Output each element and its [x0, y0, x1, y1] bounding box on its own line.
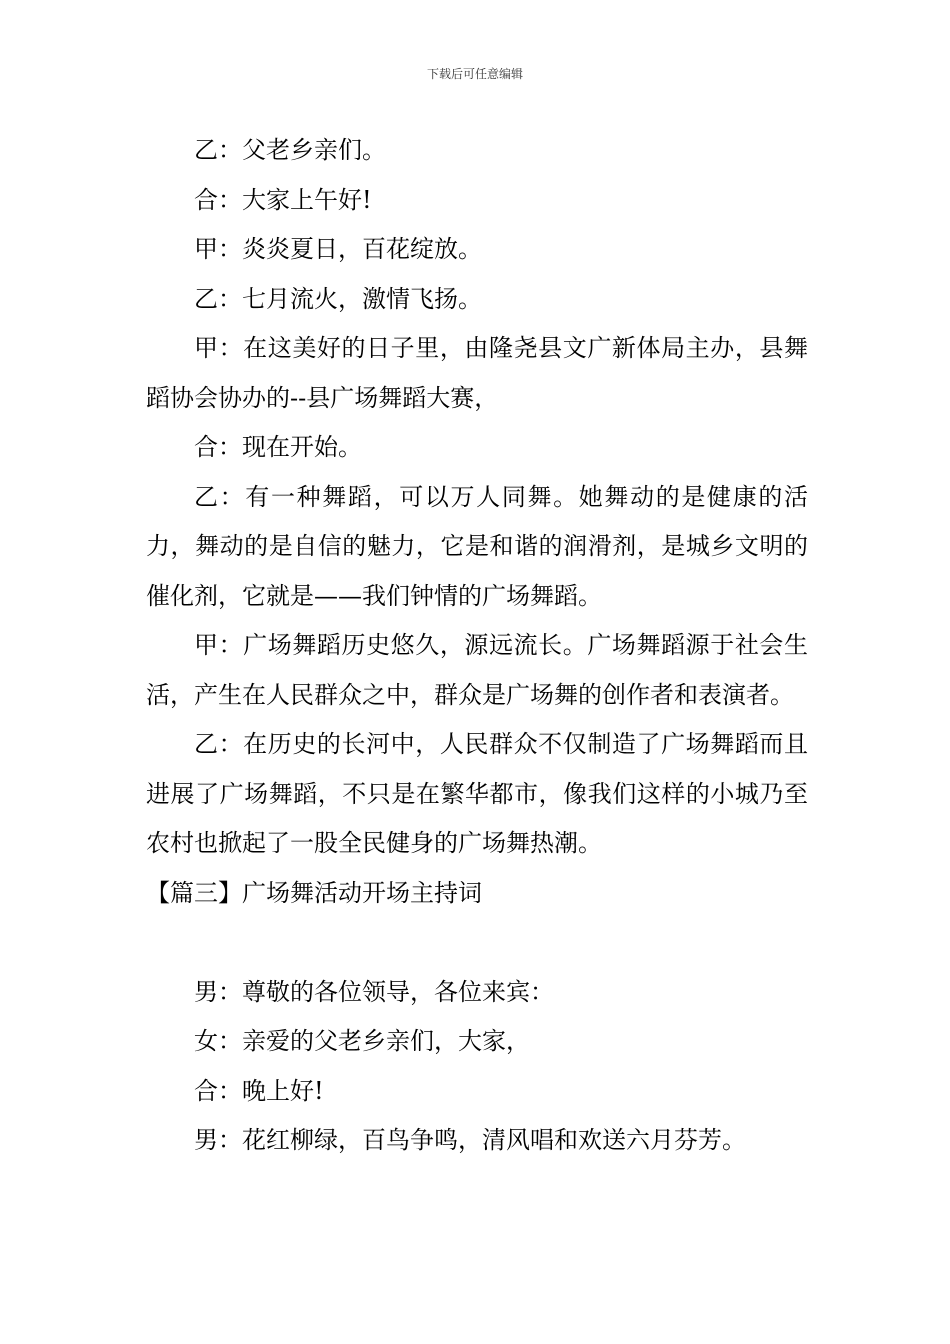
dialogue-paragraph: 甲：炎炎夏日，百花绽放。 [194, 235, 482, 263]
dialogue-paragraph: 乙：在历史的长河中，人民群众不仅制造了广场舞蹈而且进展了广场舞蹈，不只是在繁华都市，像我们这样的小城乃至农村也掀起了一股全民健身的广场舞热潮。 [146, 730, 808, 857]
dialogue-paragraph: 男：花红柳绿，百鸟争鸣，清风唱和欢送六月芬芳。 [194, 1126, 746, 1154]
page-header-note: 下载后可任意编辑 [426, 67, 523, 81]
blank-line [146, 918, 808, 968]
dialogue-paragraph: 乙：父老乡亲们。 [194, 136, 386, 164]
document-body [146, 126, 808, 1166]
dialogue-paragraph: 女：亲爱的父老乡亲们，大家， [194, 1027, 530, 1055]
dialogue-paragraph: 乙：有一种舞蹈，可以万人同舞。她舞动的是健康的活力，舞动的是自信的魅力，它是和谐的润滑剂，是城乡文明的催化剂，它就是——我们钟情的广场舞蹈。 [146, 482, 808, 610]
dialogue-paragraph: 乙：七月流火，激情飞扬。 [194, 284, 482, 313]
section-heading: 【篇三】广场舞活动开场主持词 [146, 878, 482, 907]
dialogue-paragraph: 合：大家上午好! [194, 185, 372, 214]
dialogue-paragraph: 甲：广场舞蹈历史悠久，源远流长。广场舞蹈源于社会生活，产生在人民群众之中，群众是广场舞的创作者和表演者。 [146, 631, 808, 709]
dialogue-paragraph: 甲：在这美好的日子里，由隆尧县文广新体局主办，县舞蹈协会协办的--县广场舞蹈大赛， [146, 334, 808, 412]
dialogue-paragraph: 合：晚上好! [194, 1076, 324, 1105]
dialogue-paragraph: 合：现在开始。 [194, 433, 362, 461]
dialogue-paragraph: 男：尊敬的各位领导，各位来宾： [194, 977, 554, 1006]
